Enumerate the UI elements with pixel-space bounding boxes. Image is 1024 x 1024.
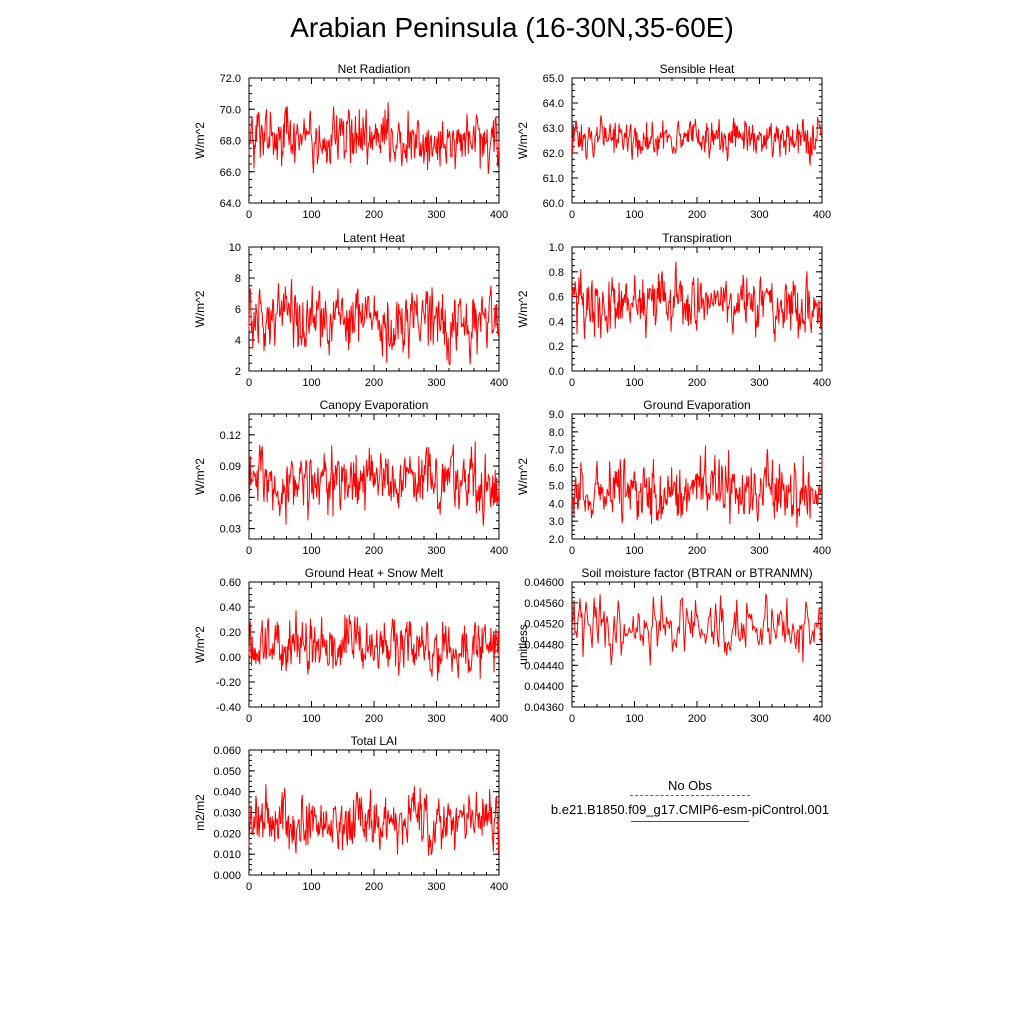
x-tick-label-4-2: 200 — [364, 545, 384, 557]
y-tick-label-5-4: 6.0 — [548, 462, 564, 475]
y-tick-label-6-1: -0.20 — [215, 677, 241, 689]
y-tick-label-8-3: 0.030 — [213, 807, 241, 820]
panel-title-5: Ground Evaporation — [643, 398, 751, 412]
panel-title-3: Transpiration — [662, 231, 732, 245]
panel-title-7: Soil moisture factor (BTRAN or BTRANMN) — [581, 566, 813, 580]
y-tick-label-8-2: 0.020 — [213, 828, 241, 841]
x-tick-label-2-2: 200 — [364, 377, 384, 389]
series-line-0 — [249, 102, 499, 174]
y-tick-label-8-0: 0.000 — [213, 870, 241, 882]
x-tick-label-2-0: 0 — [245, 377, 253, 389]
y-tick-label-7-0: 0.04360 — [524, 702, 564, 714]
legend-run-line — [631, 821, 749, 822]
panel-title-2: Latent Heat — [342, 231, 406, 245]
x-tick-label-4-1: 100 — [302, 545, 321, 557]
x-tick-label-7-3: 300 — [750, 713, 769, 725]
y-tick-label-3-5: 1.0 — [548, 242, 564, 254]
y-tick-label-5-2: 4.0 — [548, 498, 564, 511]
x-tick-label-8-2: 200 — [364, 881, 384, 893]
y-tick-label-0-4: 72.0 — [219, 73, 241, 85]
y-tick-label-5-0: 2.0 — [548, 534, 564, 546]
y-tick-label-3-3: 0.6 — [548, 291, 564, 304]
y-tick-label-5-5: 7.0 — [548, 444, 564, 457]
x-tick-label-2-3: 300 — [427, 377, 446, 389]
x-tick-label-6-4: 400 — [489, 713, 509, 725]
x-tick-label-8-4: 400 — [489, 881, 509, 893]
y-tick-label-2-0: 2 — [234, 366, 241, 378]
y-tick-label-0-1: 66.0 — [219, 166, 241, 179]
series-line-7 — [572, 594, 822, 665]
x-tick-label-2-4: 400 — [489, 377, 509, 389]
y-axis-label-8: m2/m2 — [193, 794, 207, 831]
y-tick-label-8-4: 0.040 — [213, 786, 241, 799]
x-tick-label-6-2: 200 — [364, 713, 384, 725]
panel-title-8: Total LAI — [350, 734, 398, 748]
x-tick-label-6-3: 300 — [427, 713, 446, 725]
x-tick-label-5-0: 0 — [568, 545, 576, 557]
y-tick-label-8-5: 0.050 — [213, 765, 241, 778]
y-tick-label-4-3: 0.12 — [219, 429, 241, 442]
x-tick-label-0-4: 400 — [489, 209, 509, 221]
y-tick-label-0-3: 70.0 — [219, 104, 241, 117]
y-axis-label-1: W/m^2 — [516, 122, 530, 159]
y-tick-label-6-4: 0.40 — [219, 602, 241, 614]
x-tick-label-5-4: 400 — [812, 545, 832, 557]
y-axis-label-5: W/m^2 — [516, 458, 530, 495]
x-tick-label-4-4: 400 — [489, 545, 509, 557]
legend-obs-line — [630, 795, 750, 796]
y-tick-label-2-2: 6 — [234, 304, 241, 316]
y-tick-label-7-4: 0.04520 — [524, 618, 564, 631]
y-axis-label-3: W/m^2 — [516, 290, 530, 328]
y-tick-label-2-3: 8 — [234, 273, 241, 285]
y-tick-label-5-1: 3.0 — [548, 516, 564, 529]
y-tick-label-3-0: 0.0 — [548, 366, 564, 378]
y-tick-label-3-2: 0.4 — [548, 316, 564, 329]
x-tick-label-1-2: 200 — [687, 209, 707, 221]
x-tick-label-5-3: 300 — [750, 545, 769, 557]
y-tick-label-1-2: 62.0 — [542, 148, 564, 160]
y-tick-label-8-1: 0.010 — [213, 849, 241, 862]
y-axis-label-0: W/m^2 — [193, 122, 207, 159]
x-tick-label-5-2: 200 — [687, 545, 707, 557]
y-tick-label-7-5: 0.04560 — [524, 597, 564, 610]
x-tick-label-1-3: 300 — [750, 209, 769, 221]
x-tick-label-0-2: 200 — [364, 209, 384, 221]
y-tick-label-0-0: 64.0 — [219, 198, 241, 210]
y-tick-label-6-3: 0.20 — [219, 627, 241, 639]
x-tick-label-1-1: 100 — [625, 209, 644, 221]
y-tick-label-3-1: 0.2 — [548, 341, 564, 354]
series-line-8 — [249, 784, 499, 856]
y-tick-label-5-6: 8.0 — [548, 426, 564, 439]
x-tick-label-0-0: 0 — [245, 209, 253, 221]
x-tick-label-3-2: 200 — [687, 377, 707, 389]
x-tick-label-4-0: 0 — [245, 545, 253, 557]
y-tick-label-1-5: 65.0 — [542, 73, 564, 85]
y-tick-label-4-2: 0.09 — [219, 461, 241, 474]
y-tick-label-4-1: 0.06 — [219, 492, 241, 505]
y-tick-label-7-6: 0.04600 — [524, 577, 564, 589]
y-tick-label-8-6: 0.060 — [213, 745, 241, 757]
x-tick-label-0-3: 300 — [427, 209, 446, 221]
x-tick-label-7-0: 0 — [568, 713, 576, 725]
series-line-1 — [572, 115, 822, 165]
y-tick-label-5-7: 9.0 — [548, 409, 564, 421]
y-tick-label-1-1: 61.0 — [542, 173, 564, 185]
x-tick-label-3-0: 0 — [568, 377, 576, 389]
y-tick-label-2-1: 4 — [234, 335, 241, 347]
y-axis-label-2: W/m^2 — [193, 290, 207, 328]
x-tick-label-4-3: 300 — [427, 545, 446, 557]
x-tick-label-6-0: 0 — [245, 713, 253, 725]
legend-obs-label: No Obs — [667, 778, 713, 793]
x-tick-label-7-1: 100 — [625, 713, 644, 725]
legend — [530, 778, 850, 822]
panel-title-0: Net Radiation — [337, 62, 411, 76]
x-tick-label-3-1: 100 — [625, 377, 644, 389]
y-axis-label-4: W/m^2 — [193, 458, 207, 495]
series-line-3 — [572, 262, 822, 342]
series-line-4 — [249, 441, 499, 525]
y-tick-label-3-4: 0.8 — [548, 266, 564, 279]
y-tick-label-1-3: 63.0 — [542, 123, 564, 135]
x-tick-label-8-0: 0 — [245, 881, 253, 893]
legend-run-label: b.e21.B1850.f09_g17.CMIP6-esm-piControl.001 — [550, 802, 830, 817]
y-tick-label-6-0: -0.40 — [215, 702, 241, 714]
series-line-2 — [249, 279, 499, 365]
y-tick-label-0-2: 68.0 — [219, 135, 241, 148]
panel-title-4: Canopy Evaporation — [319, 398, 429, 412]
x-tick-label-2-1: 100 — [302, 377, 321, 389]
y-tick-label-5-3: 5.0 — [548, 480, 564, 493]
y-tick-label-6-2: 0.00 — [219, 652, 241, 664]
x-tick-label-7-2: 200 — [687, 713, 707, 725]
y-tick-label-4-0: 0.03 — [219, 523, 241, 536]
y-tick-label-7-3: 0.04480 — [524, 639, 564, 652]
page-title: Arabian Peninsula (16-30N,35-60E) — [290, 12, 734, 43]
x-tick-label-1-4: 400 — [812, 209, 832, 221]
x-tick-label-5-1: 100 — [625, 545, 644, 557]
y-axis-label-6: W/m^2 — [193, 626, 207, 663]
x-tick-label-7-4: 400 — [812, 713, 832, 725]
panel-title-1: Sensible Heat — [659, 62, 735, 76]
y-tick-label-1-4: 64.0 — [542, 98, 564, 110]
y-axis-label-7: unitless — [516, 624, 530, 665]
y-tick-label-6-5: 0.60 — [219, 577, 241, 589]
y-tick-label-7-1: 0.04400 — [524, 681, 564, 694]
series-line-6 — [249, 610, 499, 680]
y-tick-label-2-4: 10 — [228, 242, 241, 254]
x-tick-label-3-4: 400 — [812, 377, 832, 389]
x-tick-label-8-1: 100 — [302, 881, 321, 893]
y-tick-label-7-2: 0.04440 — [524, 660, 564, 673]
x-tick-label-6-1: 100 — [302, 713, 321, 725]
x-tick-label-8-3: 300 — [427, 881, 446, 893]
x-tick-label-3-3: 300 — [750, 377, 769, 389]
panel-title-6: Ground Heat + Snow Melt — [304, 566, 444, 580]
y-tick-label-1-0: 60.0 — [542, 198, 564, 210]
x-tick-label-1-0: 0 — [568, 209, 576, 221]
series-line-5 — [572, 445, 822, 527]
x-tick-label-0-1: 100 — [302, 209, 321, 221]
